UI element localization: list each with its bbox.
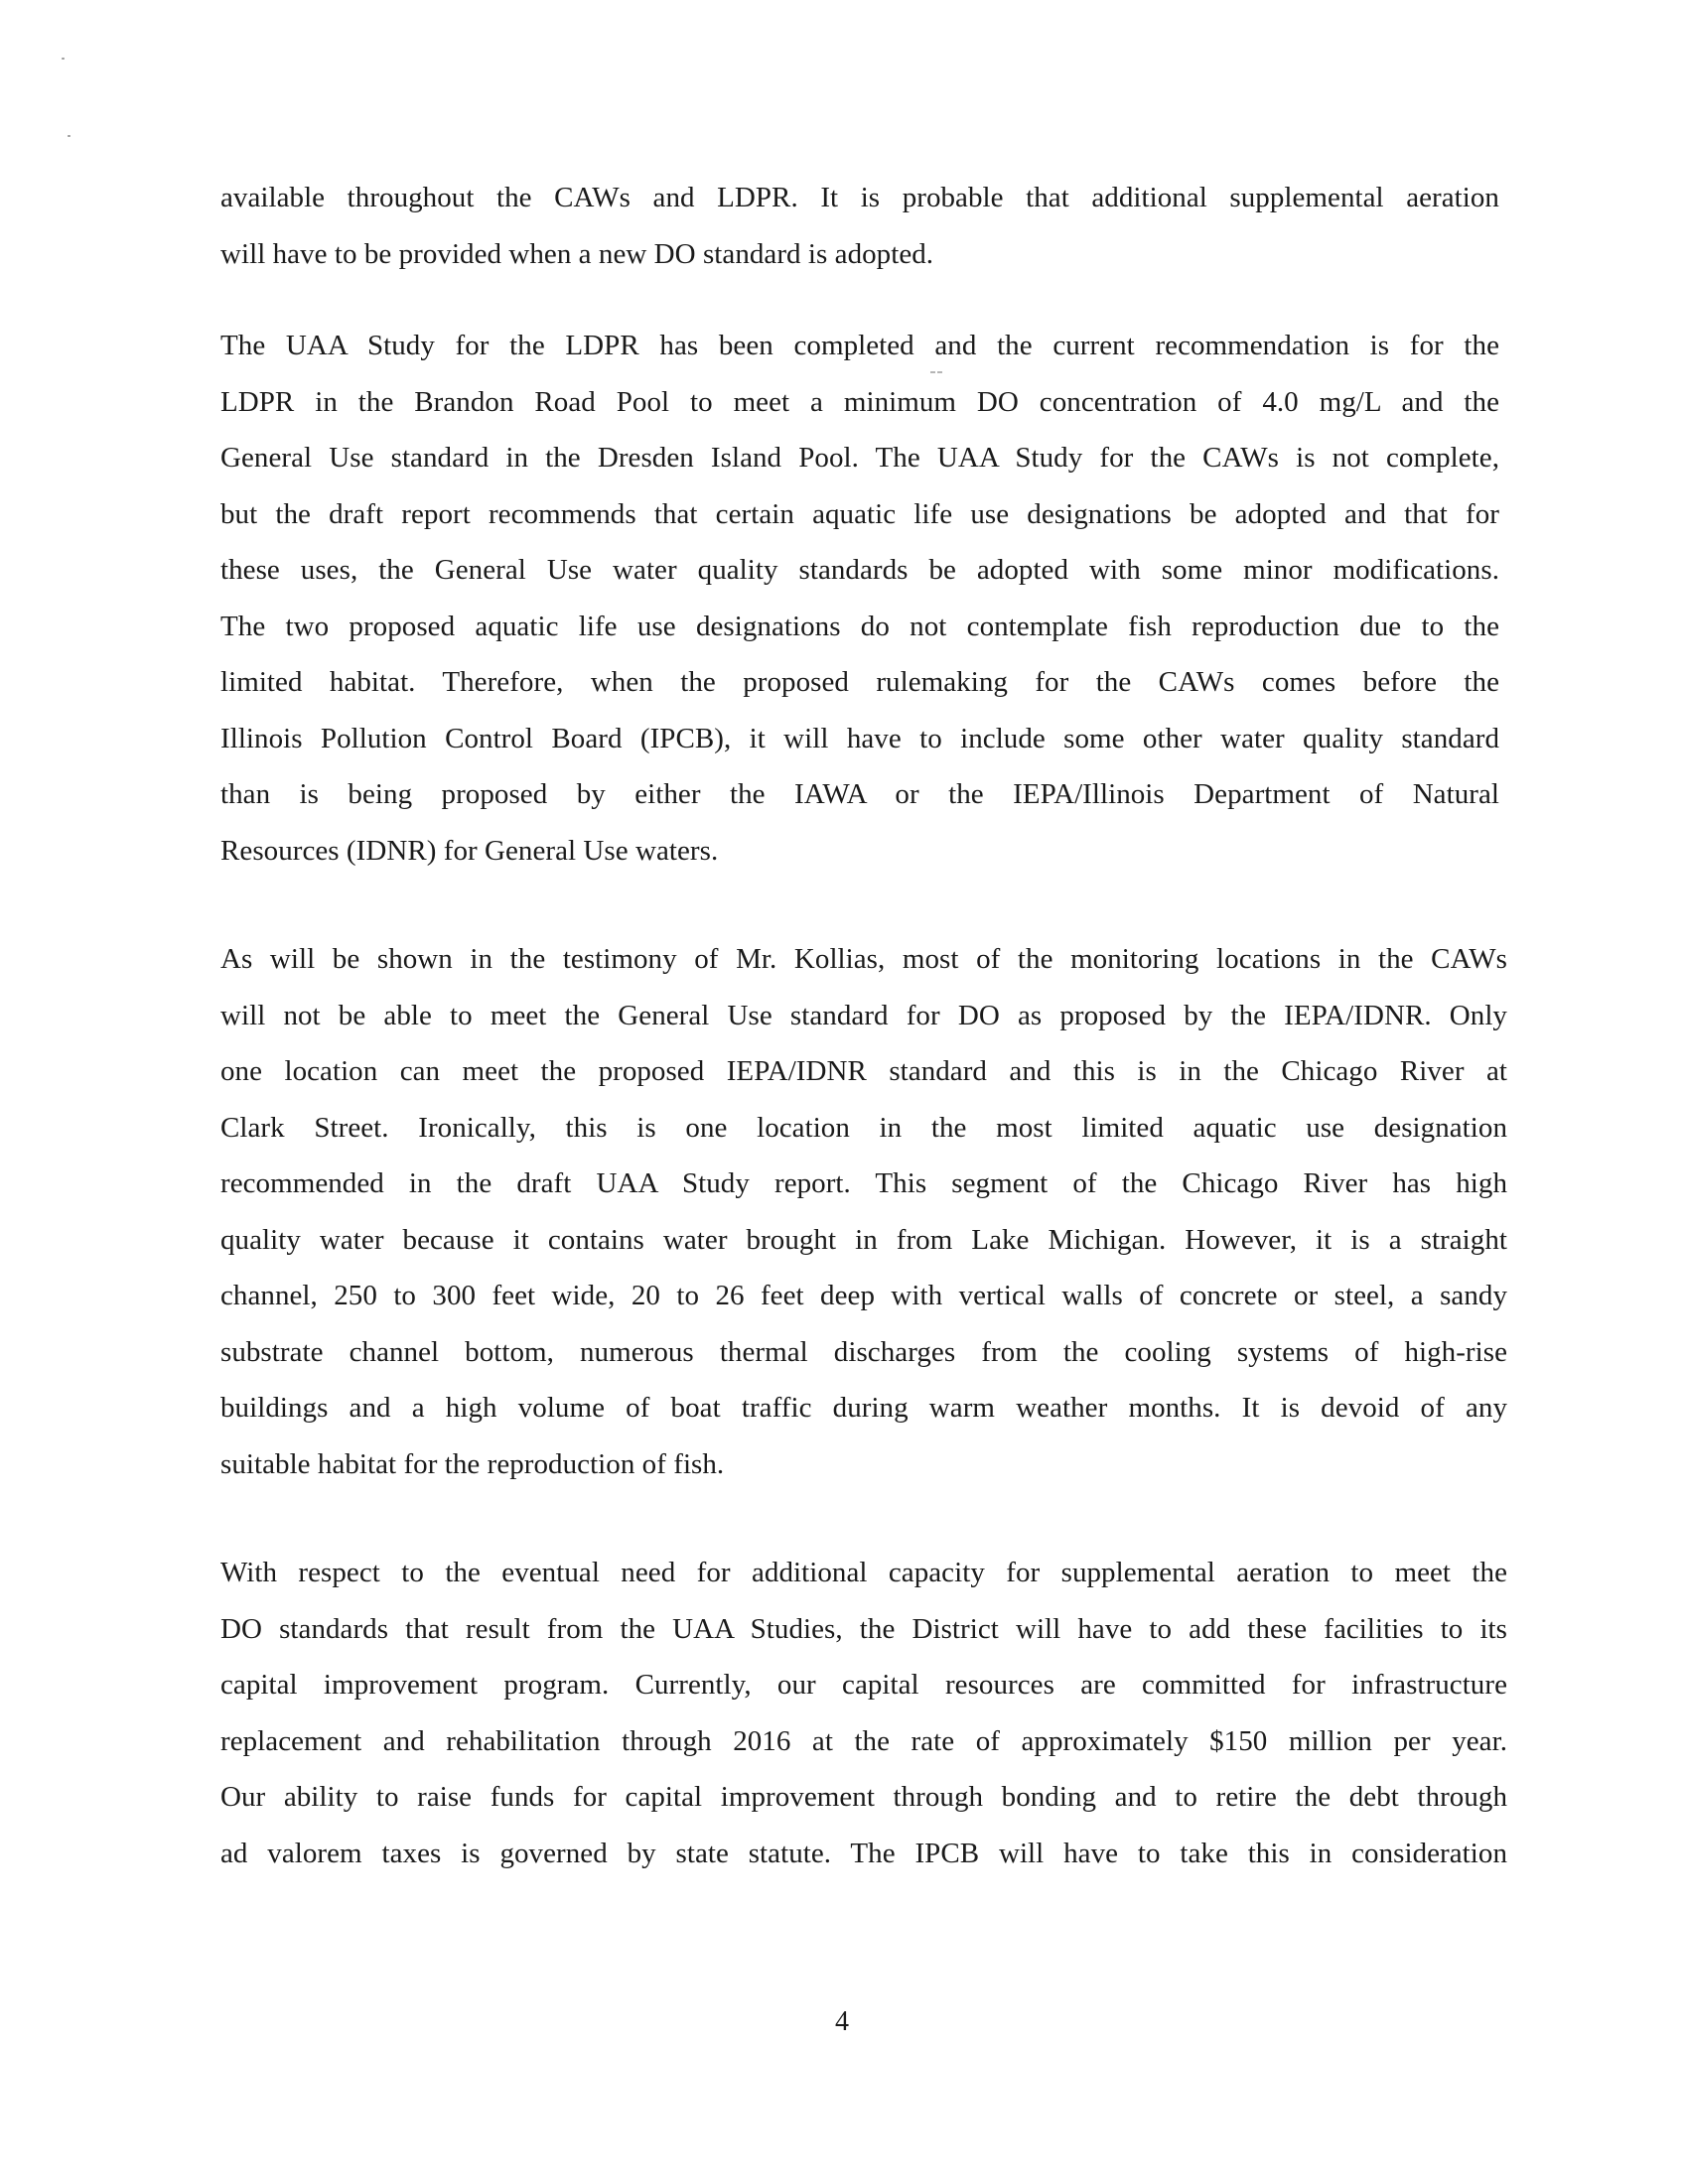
text-line: limited habitat. Therefore, when the proposed rulemaking for the CAWs comes before the: [220, 666, 1499, 698]
text-line: ad valorem taxes is governed by state statute. The IPCB will have to take this in consideration: [220, 1837, 1507, 1869]
scan-artifact: [68, 135, 70, 137]
text-line: will have to be provided when a new DO standard is adopted.: [220, 237, 934, 270]
text-line: Clark Street. Ironically, this is one location in the most limited aquatic use designation: [220, 1111, 1507, 1144]
text-line: The UAA Study for the LDPR has been completed and the current recommendation is for the: [220, 330, 1499, 361]
paragraph-kollias-testimony: [220, 931, 1507, 1492]
text-line: substrate channel bottom, numerous thermal discharges from the cooling systems of high-rise: [220, 1335, 1507, 1368]
text-line: these uses, the General Use water quality standards be adopted with some minor modifications.: [220, 554, 1499, 586]
text-line: As will be shown in the testimony of Mr. Kollias, most of the monitoring locations in the CAWs: [220, 943, 1507, 975]
text-line: one location can meet the proposed IEPA/IDNR standard and this is in the Chicago River at: [220, 1055, 1507, 1087]
scan-artifact: [62, 58, 65, 60]
page-number: 4: [835, 2006, 849, 2037]
text-line: quality water because it contains water brought in from Lake Michigan. However, it is a straight: [220, 1223, 1507, 1256]
text-line: but the draft report recommends that certain aquatic life use designations be adopted and that for: [220, 497, 1499, 530]
text-line: than is being proposed by either the IAWA or the IEPA/Illinois Department of Natural: [220, 778, 1499, 810]
text-line: With respect to the eventual need for additional capacity for supplemental aeration to meet the: [220, 1557, 1507, 1588]
text-line: channel, 250 to 300 feet wide, 20 to 26 feet deep with vertical walls of concrete or steel, a sandy: [220, 1280, 1507, 1311]
text-line: General Use standard in the Dresden Island Pool. The UAA Study for the CAWs is not complete,: [220, 442, 1499, 474]
text-line: Our ability to raise funds for capital improvement through bonding and to retire the debt through: [220, 1781, 1507, 1813]
text-line: suitable habitat for the reproduction of fish.: [220, 1447, 725, 1480]
paragraph-capital-improvement: [220, 1545, 1507, 1881]
text-line: Resources (IDNR) for General Use waters.: [220, 834, 719, 867]
text-line: Illinois Pollution Control Board (IPCB), it will have to include some other water quality standard: [220, 722, 1499, 754]
text-line: DO standards that result from the UAA Studies, the District will have to add these facilities to its: [220, 1612, 1507, 1645]
text-line: available throughout the CAWs and LDPR. It is probable that additional supplemental aeration: [220, 182, 1499, 213]
text-line: replacement and rehabilitation through 2016 at the rate of approximately $150 million per year.: [220, 1724, 1507, 1757]
paragraph-aeration-intro: [220, 170, 1499, 282]
text-line: recommended in the draft UAA Study report. This segment of the Chicago River has high: [220, 1167, 1507, 1199]
paragraph-uaa-study: [220, 318, 1499, 879]
text-line: LDPR in the Brandon Road Pool to meet a minimum DO concentration of 4.0 mg/L and the: [220, 385, 1499, 418]
text-line: will not be able to meet the General Use standard for DO as proposed by the IEPA/IDNR. Only: [220, 999, 1507, 1031]
text-line: buildings and a high volume of boat traffic during warm weather months. It is devoid of any: [220, 1392, 1507, 1424]
text-line: The two proposed aquatic life use designations do not contemplate fish reproduction due to the: [220, 610, 1499, 642]
text-line: capital improvement program. Currently, our capital resources are committed for infrastructure: [220, 1669, 1507, 1701]
